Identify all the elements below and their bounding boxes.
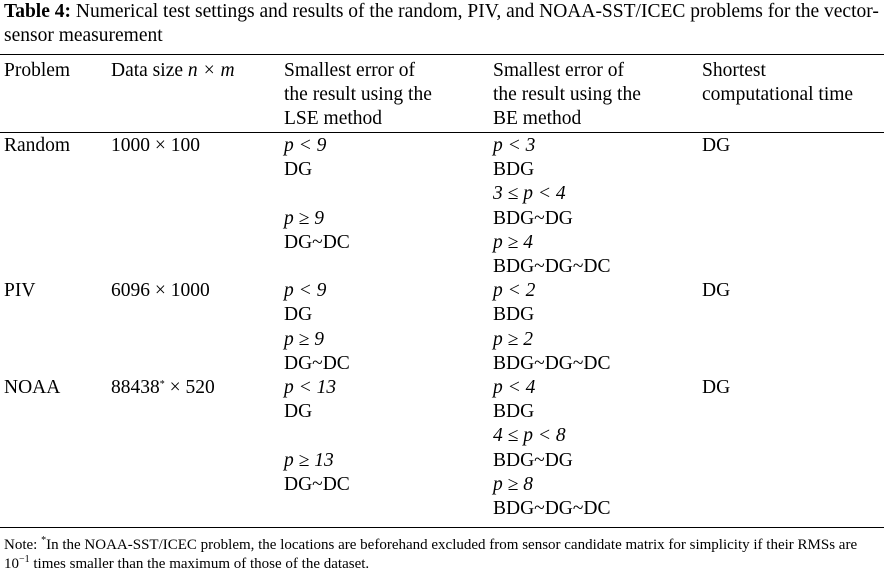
row-piv-be: p < 2 BDG p ≥ 2 BDG~DG~DC	[493, 280, 611, 374]
row-piv-time: DG	[702, 280, 731, 302]
top-rule	[0, 54, 884, 55]
header-time: Shortest computational time	[702, 60, 854, 106]
row-noaa-lse-1: p < 13 DG	[284, 377, 337, 423]
caption-label: Table 4:	[4, 1, 72, 22]
row-random-problem: Random	[4, 135, 71, 156]
row-random-lse-2: p ≥ 9 DG~DC	[284, 207, 350, 253]
header-be: Smallest error of the result using the BE method	[493, 60, 641, 130]
row-piv-problem: PIV	[4, 280, 36, 302]
row-random-be: p < 3 BDG 3 ≤ p < 4 BDG~DG p ≥ 4 BDG~DG~DC	[493, 135, 611, 278]
row-noaa-lse-2: p ≥ 13 DG~DC	[284, 449, 350, 495]
row-piv-size: 6096 × 1000	[111, 280, 210, 302]
row-noaa-problem: NOAA	[4, 377, 61, 398]
header-lse: Smallest error of the result using the LSE method	[284, 60, 432, 130]
row-random-time: DG	[702, 135, 731, 156]
row-random-lse-1: p < 9 DG	[284, 135, 327, 181]
table-note: Note: *In the NOAA-SST/ICEC problem, the locations are beforehand excluded from sensor candidate matrix for simplicity if their RMSs are $10^{-1}$ times smaller than the maximum of those of the dataset.	[4, 535, 858, 572]
header-problem: Problem	[4, 60, 71, 81]
row-noaa-size: 88438* × 520	[111, 377, 215, 398]
caption-text: Numerical test settings and results of the random, PIV, and NOAA-SST/ICEC problems for the vector-sensor measurement	[4, 1, 879, 46]
table-caption	[4, 0, 880, 48]
row-random-size: 1000 × 100	[111, 135, 200, 156]
header-rule	[0, 132, 884, 133]
header-data-size: Data size n × m	[111, 60, 235, 81]
bottom-rule	[0, 527, 884, 528]
row-piv-lse: p < 9 DG p ≥ 9 DG~DC	[284, 280, 350, 374]
row-noaa-time: DG	[702, 377, 731, 398]
row-noaa-be: p < 4 BDG 4 ≤ p < 8 BDG~DG p ≥ 8 BDG~DG~DC	[493, 377, 611, 520]
